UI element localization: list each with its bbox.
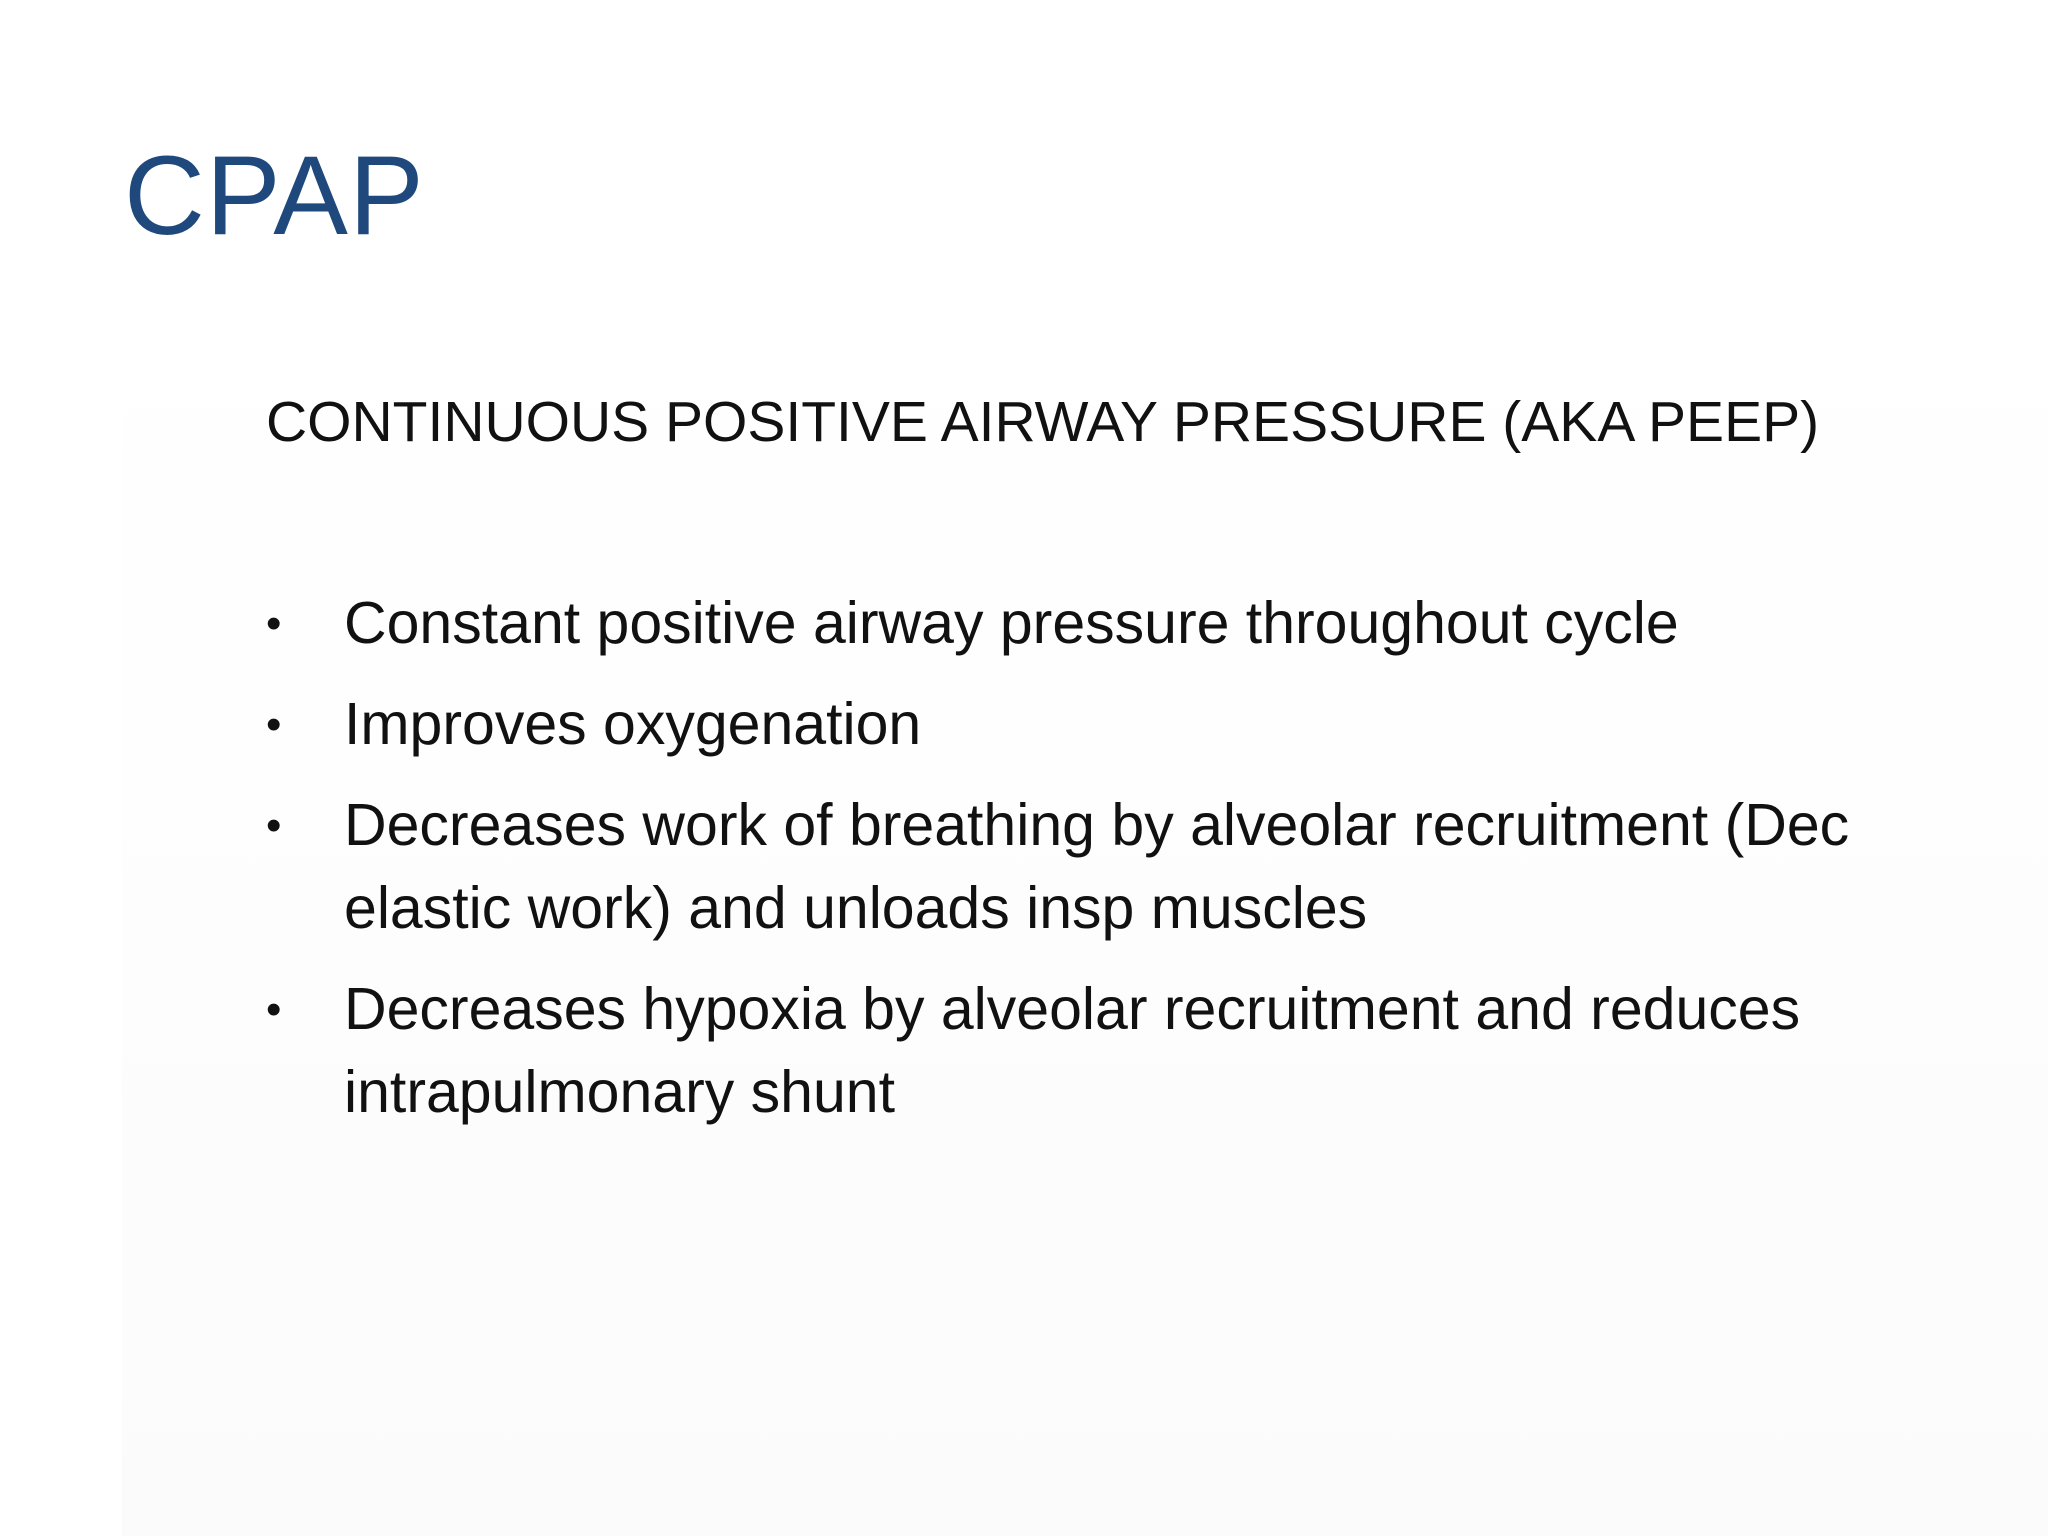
- bullet-item: [266, 784, 1986, 950]
- bullet-text: Improves oxygenation: [344, 691, 922, 757]
- bullet-item: [266, 582, 1986, 665]
- bullet-icon: •: [266, 801, 282, 850]
- bullet-icon: •: [266, 985, 282, 1034]
- bullet-item: [266, 968, 1986, 1134]
- slide-subtitle: CONTINUOUS POSITIVE AIRWAY PRESSURE (AKA PEEP): [266, 390, 1820, 454]
- bullet-item: [266, 683, 1986, 766]
- bullet-text: Decreases hypoxia by alveolar recruitment and reduces intrapulmonary shunt: [344, 976, 1801, 1125]
- bullet-text: Decreases work of breathing by alveolar recruitment (Dec elastic work) and unloads insp muscles: [344, 792, 1850, 941]
- slide-title: CPAP: [124, 133, 425, 258]
- bullet-text: Constant positive airway pressure throughout cycle: [344, 590, 1679, 656]
- bullet-list: [266, 582, 1986, 1152]
- bullet-icon: •: [266, 599, 282, 648]
- bullet-icon: •: [266, 700, 282, 749]
